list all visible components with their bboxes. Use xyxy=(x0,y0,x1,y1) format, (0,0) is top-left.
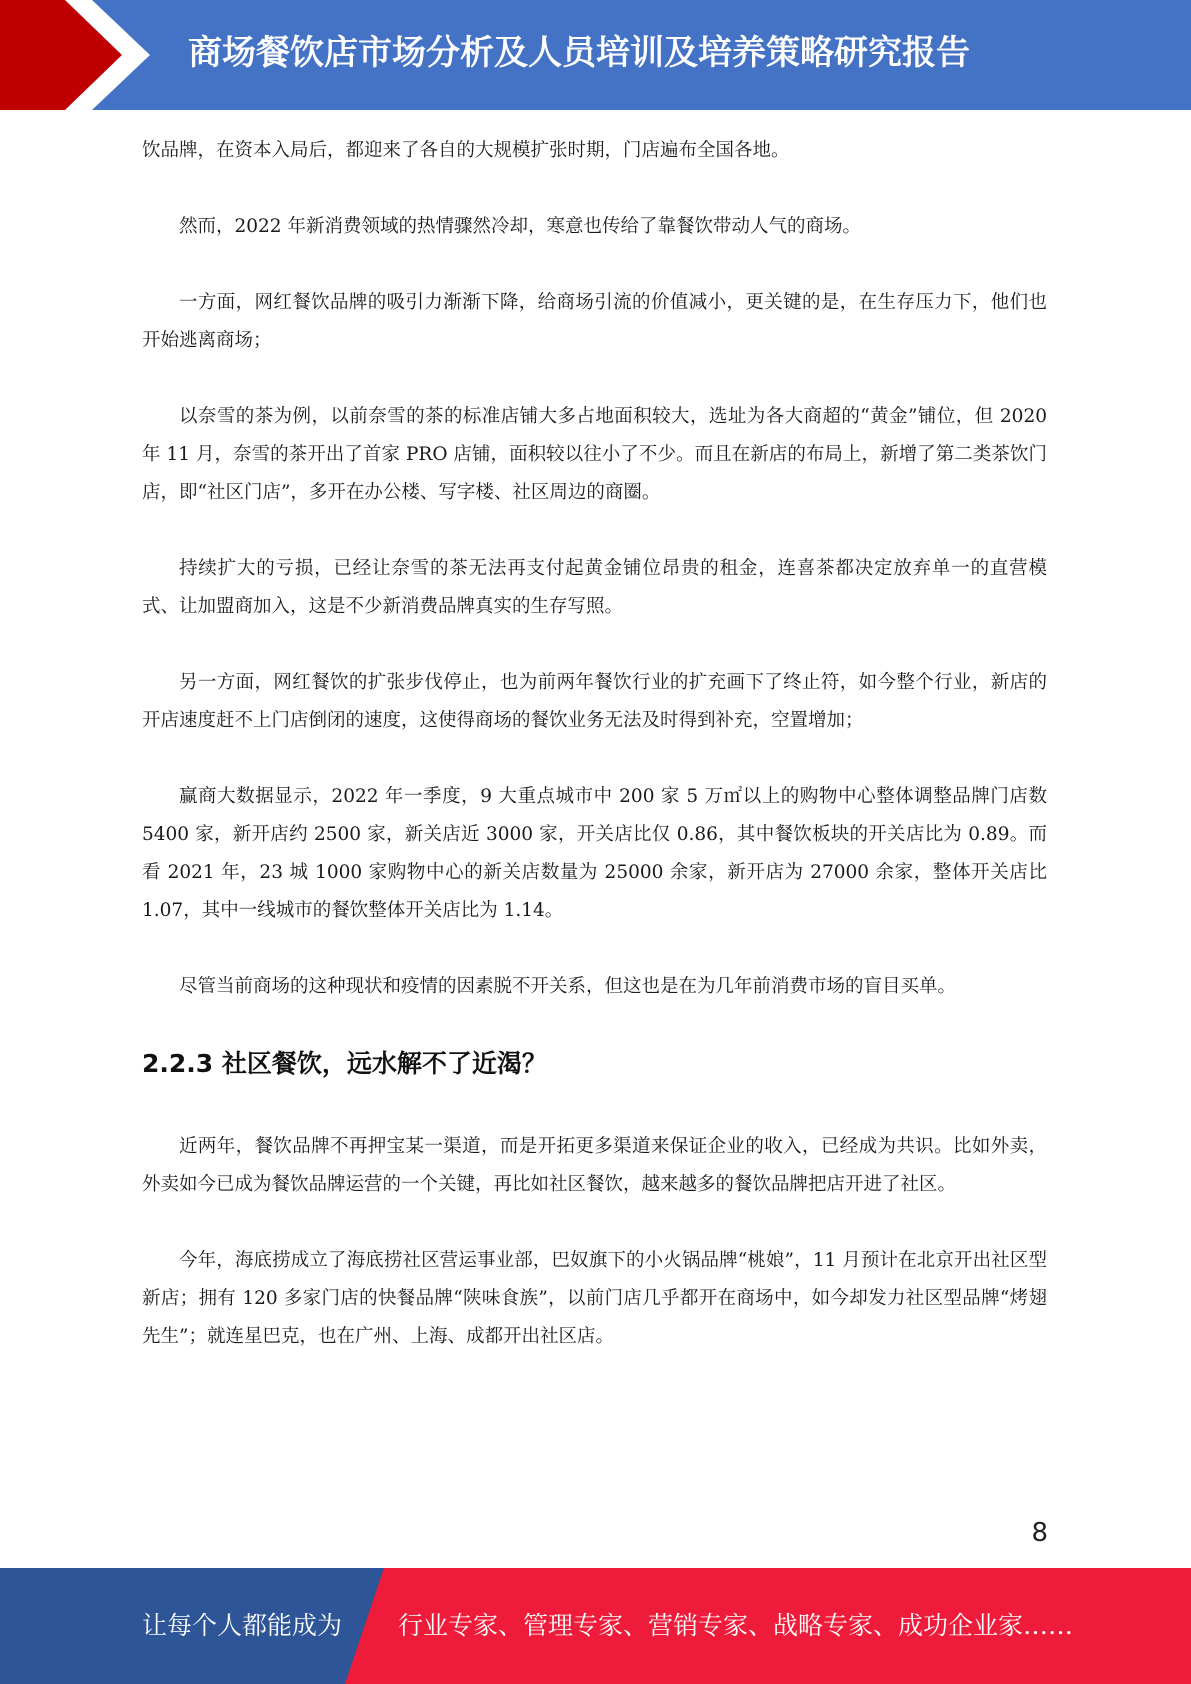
paragraph: 以奈雪的茶为例，以前奈雪的茶的标准店铺大多占地面积较大，选址为各大商超的“黄金”铺位，但 2020 年 11 月，奈雪的茶开出了首家 PRO 店铺，面积较以往小了不少。而且在新店的布局上，新增了第二类茶饮门店，即“社区门店”，多开在办公楼、写字楼、社区周边的商圈。 xyxy=(142,406,1047,503)
page-number: 8 xyxy=(1031,1518,1048,1548)
document-title: 商场餐饮店市场分析及人员培训及培养策略研究报告 xyxy=(188,33,970,73)
paragraph: 今年，海底捞成立了海底捞社区营运事业部，巴奴旗下的小火锅品牌“桃娘”，11 月预计在北京开出社区型新店；拥有 120 多家门店的快餐品牌“陕味食族”，以前门店几乎都开在商场中，如今却发力社区型品牌“烤翅先生”；就连星巴克，也在广州、上海、成都开出社区店。 xyxy=(142,1250,1047,1347)
section-heading: 2.2.3 社区餐饮，远水解不了近渴？ xyxy=(142,1049,547,1078)
footer-slogan-right: 行业专家、管理专家、营销专家、战略专家、成功企业家…… xyxy=(398,1611,1074,1640)
page-footer xyxy=(0,1568,1191,1684)
paragraph: 饮品牌，在资本入局后，都迎来了各自的大规模扩张时期，门店遍布全国各地。 xyxy=(142,140,790,161)
paragraph: 另一方面，网红餐饮的扩张步伐停止，也为前两年餐饮行业的扩充画下了终止符，如今整个行业，新店的开店速度赶不上门店倒闭的速度，这使得商场的餐饮业务无法及时得到补充，空置增加； xyxy=(142,672,1047,731)
paragraph: 一方面，网红餐饮品牌的吸引力渐渐下降，给商场引流的价值减小，更关键的是，在生存压力下，他们也开始逃离商场； xyxy=(142,292,1047,351)
page-header xyxy=(0,0,1191,110)
paragraph: 然而，2022 年新消费领域的热情骤然冷却，寒意也传给了靠餐饮带动人气的商场。 xyxy=(179,216,861,237)
paragraph: 持续扩大的亏损，已经让奈雪的茶无法再支付起黄金铺位昂贵的租金，连喜茶都决定放弃单一的直营模式、让加盟商加入，这是不少新消费品牌真实的生存写照。 xyxy=(142,558,1047,617)
paragraph: 赢商大数据显示，2022 年一季度，9 大重点城市中 200 家 5 万㎡以上的购物中心整体调整品牌门店数 5400 家，新开店约 2500 家，新关店近 3000 家，开关店比仅 0.86，其中餐饮板块的开关店比为 0.89。而看 2021 年，23 城 1000 家购物中心的新关店数量为 25000 余家，新开店为 27000 余家，整体开关店比 1.07，其中一线城市的餐饮整体开关店比为 1.14。 xyxy=(142,786,1047,921)
page-body xyxy=(142,132,1047,1394)
paragraph: 近两年，餐饮品牌不再押宝某一渠道，而是开拓更多渠道来保证企业的收入，已经成为共识。比如外卖，外卖如今已成为餐饮品牌运营的一个关键，再比如社区餐饮，越来越多的餐饮品牌把店开进了社区。 xyxy=(142,1136,1047,1195)
paragraph: 尽管当前商场的这种现状和疫情的因素脱不开关系，但这也是在为几年前消费市场的盲目买单。 xyxy=(179,976,957,997)
footer-slogan-left: 让每个人都能成为 xyxy=(142,1611,343,1640)
